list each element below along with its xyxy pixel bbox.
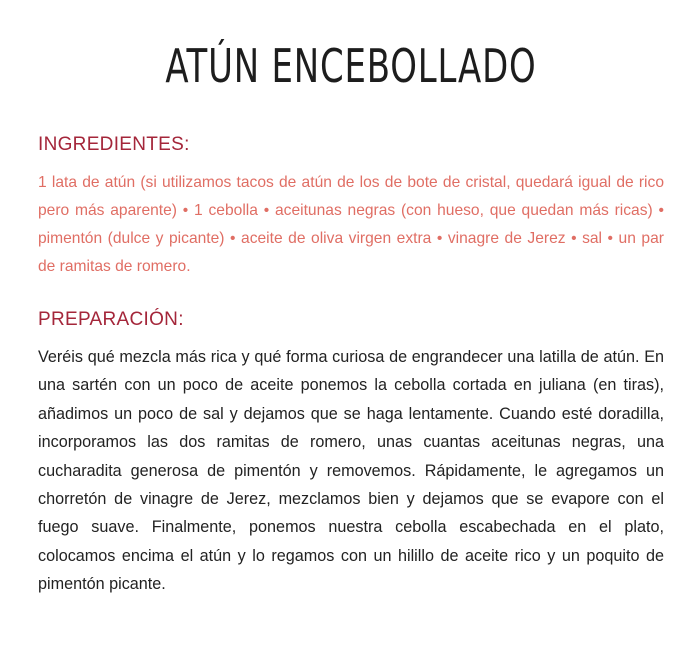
ingredient-item: aceite de oliva virgen extra <box>241 230 432 247</box>
ingredient-item: sal <box>582 230 603 247</box>
bullet-icon: • <box>571 230 583 247</box>
bullet-icon: • <box>607 230 619 247</box>
bullet-icon: • <box>263 202 275 219</box>
bullet-icon: • <box>436 230 448 247</box>
bullet-icon: • <box>658 202 664 219</box>
preparation-heading: PREPARACIÓN: <box>38 309 184 330</box>
bullet-icon: • <box>230 230 242 247</box>
recipe-title: ATÚN ENCEBOLLADO <box>165 39 537 93</box>
ingredient-item: un par de ramitas de romero. <box>38 230 664 275</box>
bullet-icon: • <box>182 202 195 219</box>
ingredient-item: 1 lata de atún (si utilizamos tacos de atún de los de bote de cristal, quedará igual de rico pero más aparente) <box>38 174 664 219</box>
ingredients-list <box>38 169 664 281</box>
ingredients-heading: INGREDIENTES: <box>38 134 190 155</box>
ingredient-item: aceitunas negras (con hueso, que quedan más ricas) <box>274 202 653 219</box>
recipe-page <box>38 0 664 599</box>
ingredient-item: vinagre de Jerez <box>447 230 566 247</box>
preparation-text: Veréis qué mezcla más rica y qué forma curiosa de engrandecer una latilla de atún. En una sartén con un poco de aceite ponemos la cebolla cortada en juliana (en tiras), añadimos un poco de sal y dejamos que se haga lentamente. Cuando esté doradilla, incorporamos las dos ramitas de romero, unas cuantas aceitunas negras, una cucharadita generosa de pimentón y removemos. Rápidamente, le agregamos un chorretón de vinagre de Jerez, mezclamos bien y dejamos que se evapore con el fuego suave. Finalmente, ponemos nuestra cebolla escabechada en el plato, colocamos encima el atún y lo regamos con un hilillo de aceite rico y un poquito de pimentón picante. <box>38 348 664 594</box>
ingredient-item: 1 cebolla <box>194 202 258 219</box>
ingredient-item: pimentón (dulce y picante) <box>38 230 225 247</box>
